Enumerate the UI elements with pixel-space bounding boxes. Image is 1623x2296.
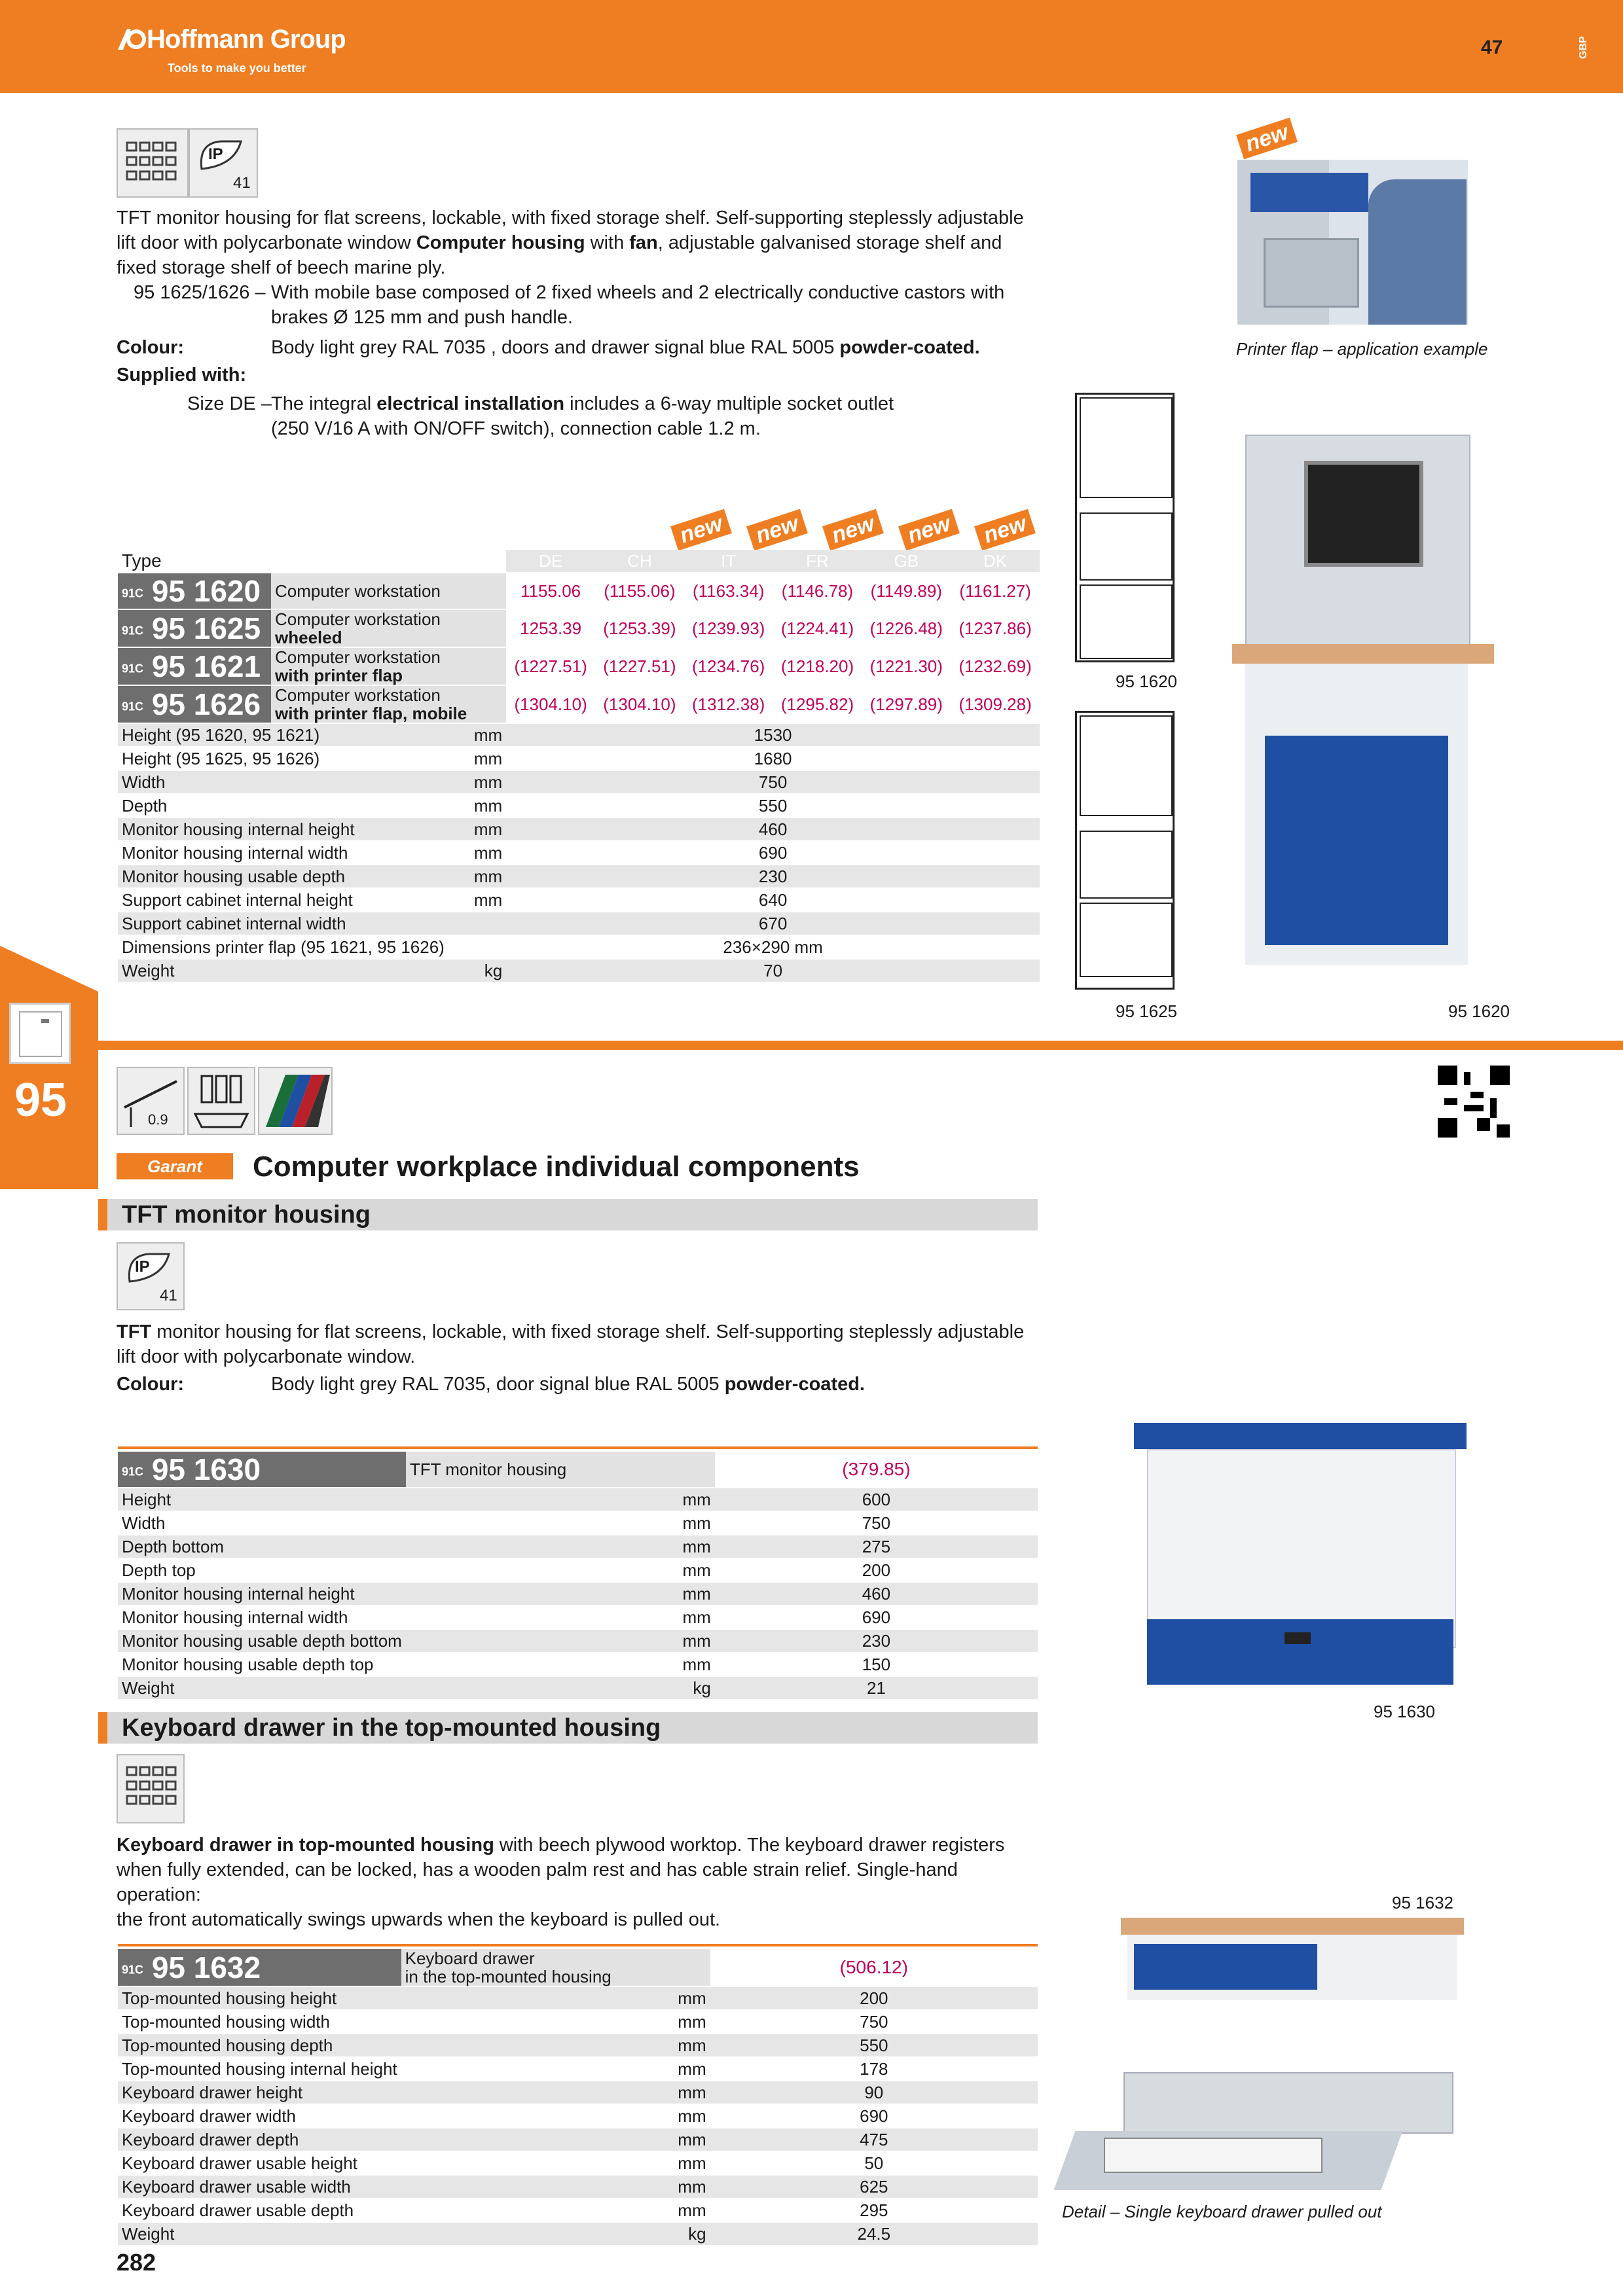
spec-unit: mm xyxy=(682,1607,711,1627)
subsection-heading-keyboard: Keyboard drawer in the top-mounted housing xyxy=(98,1712,1038,1744)
table-rule xyxy=(118,1446,1038,1449)
load-value: 0.9 xyxy=(148,1111,168,1128)
product-number: 91C 95 1625 xyxy=(118,610,271,647)
price-cell: 1155.06 xyxy=(506,573,595,609)
spec-label: Top-mounted housing width xyxy=(122,2011,330,2032)
detail-caption: Detail – Single keyboard drawer pulled out xyxy=(1062,2202,1382,2221)
spec-value: 690 xyxy=(758,842,788,863)
drawing-caption-951620: 95 1620 xyxy=(1116,672,1177,691)
spec-label: Dimensions printer flap (95 1621, 95 1626) xyxy=(122,937,445,957)
spec-label: Monitor housing internal width xyxy=(122,1607,348,1627)
drawer-icon xyxy=(187,1067,255,1135)
spec-value: 90 xyxy=(710,2081,1038,2104)
photo-caption-951620: 95 1620 xyxy=(1448,1001,1510,1021)
product-row xyxy=(118,1452,1038,1487)
description-line: Keyboard drawer in top-mounted housing with beech plywood worktop. The keyboard drawer registers xyxy=(117,1835,1005,1856)
spec-value: 550 xyxy=(758,795,788,816)
spec-label: Keyboard drawer height xyxy=(118,2081,401,2104)
load-capacity-icon xyxy=(117,1067,185,1135)
table-rule xyxy=(118,1944,1038,1946)
spec-label: Width xyxy=(118,771,466,793)
spec-value: 460 xyxy=(506,818,1040,840)
tft-description xyxy=(117,1319,1046,1369)
spec-row xyxy=(118,2081,1038,2104)
product-name: Keyboard drawer in the top-mounted housing xyxy=(401,1949,710,1986)
keyboard-drawer-photo xyxy=(1065,2072,1451,2203)
spec-label: Top-mounted housing height xyxy=(118,1987,401,2009)
spec-label: Height (95 1625, 95 1626) xyxy=(122,748,320,768)
spec-row xyxy=(118,936,1040,958)
product-row xyxy=(118,1949,1038,1986)
cabinet-icon xyxy=(9,1003,71,1064)
description-line: when fully extended, can be locked, has a wooden palm rest and has cable strain relief. Single-hand operation: xyxy=(117,1859,958,1905)
printer-flap-image xyxy=(1237,160,1468,325)
price-cell: (1253.39) xyxy=(595,610,684,647)
price-cell: (1149.89) xyxy=(862,573,951,609)
spec-label: Monitor housing internal width xyxy=(122,842,348,863)
type-label: Type xyxy=(122,550,162,571)
workstation-drawing-951620 xyxy=(1075,393,1175,662)
spec-unit: mm xyxy=(406,1583,715,1605)
spec-value: 475 xyxy=(710,2128,1038,2151)
product-number: 91C 95 1620 xyxy=(118,573,271,609)
country-header: GB xyxy=(862,550,951,572)
spec-row xyxy=(118,2058,1038,2080)
spec-label: Keyboard drawer usable width xyxy=(118,2176,401,2198)
product-name: Computer workstation wheeled xyxy=(271,610,506,647)
new-badge-fr: new xyxy=(822,509,884,551)
product-row xyxy=(118,573,1040,609)
new-badge-dk: new xyxy=(974,509,1036,551)
chapter-number: 95 xyxy=(14,1074,67,1126)
spec-row xyxy=(118,1535,1038,1558)
brand-tagline: Tools to make you better xyxy=(168,62,306,75)
spec-unit: mm xyxy=(401,2128,710,2151)
spec-label: Monitor housing usable depth top xyxy=(122,1654,374,1674)
product-number: 91C 95 1626 xyxy=(118,686,271,723)
spec-row xyxy=(118,1559,1038,1581)
ip-label: IP xyxy=(208,145,223,163)
spec-label: Weight xyxy=(118,1677,406,1699)
product-name: TFT monitor housing xyxy=(406,1452,715,1487)
spec-row xyxy=(118,2223,1038,2245)
spec-unit: mm xyxy=(466,818,506,840)
spec-value: 690 xyxy=(862,1607,891,1627)
description-line: the front automatically swings upwards when the keyboard is pulled out. xyxy=(117,1909,721,1930)
spec-row xyxy=(118,818,1040,840)
spec-value: 550 xyxy=(710,2034,1038,2056)
spec-value: 275 xyxy=(715,1535,1038,1558)
spec-unit: mm xyxy=(401,2176,710,2198)
spec-value: 460 xyxy=(715,1583,1038,1605)
price-cell: (1146.78) xyxy=(773,573,862,609)
ip-label: IP xyxy=(135,1258,150,1276)
spec-value: 150 xyxy=(862,1654,891,1674)
spec-label: Monitor housing internal height xyxy=(118,1583,406,1605)
section-title: Computer workplace individual components xyxy=(253,1151,860,1183)
spec-row xyxy=(118,1488,1038,1511)
spec-value: 1530 xyxy=(506,724,1040,746)
price-cell: (1239.93) xyxy=(684,610,773,647)
colour-text-2: Body light grey RAL 7035, door signal blue RAL 5005 powder-coated. xyxy=(271,1374,865,1395)
country-header: DK xyxy=(951,550,1040,572)
spec-row xyxy=(118,1630,1038,1652)
spec-unit: mm xyxy=(678,2106,706,2126)
spec-unit: mm xyxy=(473,748,503,768)
price-cell: (1304.10) xyxy=(595,686,684,723)
spec-unit: mm xyxy=(473,795,503,816)
description-line: TFT monitor housing for flat screens, lockable, with fixed storage shelf. Self-supporting steplessly adjustable xyxy=(117,207,1024,228)
spec-value: 230 xyxy=(715,1630,1038,1652)
spec-label: Keyboard drawer depth xyxy=(118,2128,401,2151)
new-badge-gb: new xyxy=(898,509,960,551)
spec-value: 70 xyxy=(506,960,1040,982)
country-header: DE xyxy=(506,550,595,572)
price-cell: (1218.20) xyxy=(773,648,862,685)
price-cell: (1234.76) xyxy=(684,648,773,685)
spec-unit: kg xyxy=(401,2223,710,2245)
spec-unit: mm xyxy=(473,842,503,863)
drawing-caption-951625: 95 1625 xyxy=(1116,1001,1177,1021)
spec-row xyxy=(118,1512,1038,1534)
price-cell: (1312.38) xyxy=(684,686,773,723)
spec-value: 230 xyxy=(506,865,1040,888)
product-row xyxy=(118,686,1040,723)
spec-row xyxy=(118,1653,1038,1676)
spec-unit: mm xyxy=(473,889,503,910)
spec-label: Keyboard drawer usable height xyxy=(122,2153,357,2173)
page-number-bottom: 282 xyxy=(117,2249,156,2276)
spec-label: Width xyxy=(122,1513,166,1533)
spec-row xyxy=(118,2034,1038,2056)
subsection-heading-tft: TFT monitor housing xyxy=(98,1199,1038,1230)
workstation-photo-951620 xyxy=(1206,435,1507,971)
price-cell: (1227.51) xyxy=(506,648,595,685)
spec-unit xyxy=(466,912,506,935)
spec-row xyxy=(118,960,1040,982)
product-name: Computer workstation with printer flap xyxy=(271,648,506,685)
spec-unit: mm xyxy=(406,1535,715,1558)
ip-value: 41 xyxy=(160,1287,177,1304)
product-number: 91C 95 1630 xyxy=(118,1452,406,1487)
description-line: TFT monitor housing for flat screens, lockable, with fixed storage shelf. Self-supporting steplessly adjustable xyxy=(117,1321,1025,1342)
product-name: Computer workstation xyxy=(271,573,506,609)
spec-label: Top-mounted housing internal height xyxy=(122,2058,397,2079)
price-cell: (1163.34) xyxy=(684,573,773,609)
spec-value: 690 xyxy=(860,2106,888,2126)
table-header-row xyxy=(118,550,1040,572)
size-line-2: (250 V/16 A with ON/OFF switch), connection cable 1.2 m. xyxy=(271,418,761,439)
spec-unit: mm xyxy=(682,1654,711,1674)
spec-value: 670 xyxy=(506,912,1040,935)
spec-row xyxy=(118,842,1040,864)
price-cell: (1226.48) xyxy=(862,610,951,647)
spec-unit: mm xyxy=(466,865,506,888)
price-cell: (1297.89) xyxy=(862,686,951,723)
price-cell: (1161.27) xyxy=(951,573,1040,609)
product-name: Computer workstation with printer flap, mobile xyxy=(271,686,506,723)
chapter-tab xyxy=(0,946,98,1189)
spec-label: Monitor housing usable depth bottom xyxy=(118,1630,406,1652)
product-number: 91C 95 1632 xyxy=(118,1949,401,1986)
spec-unit: mm xyxy=(682,1513,711,1533)
size-key: Size DE – xyxy=(187,393,272,414)
colour-text: Body light grey RAL 7035 , doors and drawer signal blue RAL 5005 powder-coated. xyxy=(271,337,980,358)
price-cell: (1224.41) xyxy=(773,610,862,647)
ip-rating-icon-2 xyxy=(117,1242,185,1310)
spec-row xyxy=(118,2011,1038,2033)
new-badge: new xyxy=(1236,118,1298,160)
description-line: lift door with polycarbonate window Computer housing with fan, adjustable galvanised storage shelf and xyxy=(117,232,1002,253)
spec-row xyxy=(118,912,1040,935)
spec-row xyxy=(118,865,1040,888)
description-line: lift door with polycarbonate window. xyxy=(117,1346,416,1367)
spec-value: 295 xyxy=(860,2200,888,2220)
price-cell: (1221.30) xyxy=(862,648,951,685)
spec-label: Monitor housing usable depth xyxy=(118,865,466,888)
mobile-key: 95 1625/1626 – xyxy=(134,282,266,303)
tft-housing-photo xyxy=(1134,1423,1467,1698)
country-header: CH xyxy=(595,550,684,572)
brand-name: Hoffmann Group xyxy=(147,25,346,54)
spec-row xyxy=(118,1583,1038,1605)
grid-icon-2 xyxy=(117,1754,185,1823)
spec-label: Top-mounted housing depth xyxy=(118,2034,401,2056)
spec-label: Keyboard drawer usable depth xyxy=(122,2200,354,2220)
spec-value: 21 xyxy=(715,1677,1038,1699)
spec-value: 50 xyxy=(864,2153,884,2173)
price-cell: (1309.28) xyxy=(951,686,1040,723)
spec-label: Support cabinet internal width xyxy=(118,912,466,935)
supplied-label: Supplied with: xyxy=(117,365,247,386)
photo-caption-951632: 95 1632 xyxy=(1392,1893,1453,1912)
spec-row xyxy=(118,1606,1038,1628)
spec-value: 600 xyxy=(715,1488,1038,1511)
spec-row xyxy=(118,1987,1038,2009)
spec-unit: mm xyxy=(401,2034,710,2056)
spec-unit: mm xyxy=(406,1630,715,1652)
spec-value: 750 xyxy=(860,2011,888,2032)
country-code: GBP xyxy=(1578,36,1589,59)
ip-rating-icon xyxy=(189,128,258,198)
keyboard-housing-photo xyxy=(1121,1918,1464,2003)
price-cell: (1304.10) xyxy=(506,686,595,723)
spec-label: Keyboard drawer width xyxy=(122,2106,296,2126)
spec-value: 178 xyxy=(860,2058,888,2079)
price-table-workstations xyxy=(118,548,1040,983)
new-badge-it: new xyxy=(746,509,808,551)
size-line-1: The integral electrical installation includes a 6-way multiple socket outlet xyxy=(271,393,894,414)
spec-label: Height xyxy=(118,1488,406,1511)
spec-unit: kg xyxy=(406,1677,715,1699)
country-header: IT xyxy=(684,550,773,572)
garant-logo: Garant xyxy=(117,1153,233,1179)
spec-value: 750 xyxy=(862,1513,891,1533)
spec-label: Height (95 1620, 95 1621) xyxy=(118,724,466,746)
spec-label: Depth bottom xyxy=(118,1535,406,1558)
colour-label: Colour: xyxy=(117,337,185,358)
spec-unit: mm xyxy=(678,2011,706,2032)
price-cell: (1237.86) xyxy=(951,610,1040,647)
mobile-line-1: With mobile base composed of 2 fixed wheels and 2 electrically conductive castors with xyxy=(271,282,1005,303)
spec-row xyxy=(118,795,1040,817)
spec-label: Weight xyxy=(118,960,466,982)
product-description xyxy=(117,206,1046,280)
colour-label-2: Colour: xyxy=(117,1374,185,1395)
spec-value: 640 xyxy=(758,889,788,910)
spec-value: 625 xyxy=(710,2176,1038,2198)
price-cell: 1253.39 xyxy=(506,610,595,647)
spec-unit: mm xyxy=(678,2200,706,2220)
keyboard-description xyxy=(117,1833,1046,1932)
spec-row xyxy=(118,1677,1038,1699)
product-price: (506.12) xyxy=(710,1949,1038,1986)
country-header: FR xyxy=(773,550,862,572)
spec-value: 1680 xyxy=(754,748,792,768)
spec-unit: mm xyxy=(678,2058,706,2079)
hoffmann-logo-icon xyxy=(117,24,147,54)
spec-label: Depth xyxy=(122,795,168,816)
workstation-drawing-951625 xyxy=(1075,711,1175,990)
spec-row xyxy=(118,2128,1038,2151)
spec-unit: mm xyxy=(678,2153,706,2173)
spec-label: Monitor housing internal height xyxy=(118,818,466,840)
spec-row xyxy=(118,2105,1038,2127)
spec-label: Weight xyxy=(118,2223,401,2245)
spec-unit: mm xyxy=(682,1560,711,1580)
spec-unit xyxy=(466,936,506,958)
colour-swatch-icon xyxy=(258,1067,333,1135)
spec-label: Support cabinet internal height xyxy=(122,889,353,910)
new-badge-ch: new xyxy=(670,509,732,551)
description-line: fixed storage shelf of beech marine ply. xyxy=(117,257,446,278)
spec-value: 200 xyxy=(862,1560,891,1580)
price-cell: (1232.69) xyxy=(951,648,1040,685)
spec-row xyxy=(118,747,1040,770)
section-divider xyxy=(98,1041,1623,1050)
page-number-top: 47 xyxy=(1481,37,1503,58)
spec-row xyxy=(118,771,1040,793)
spec-row xyxy=(118,889,1040,911)
spec-value: 750 xyxy=(506,771,1040,793)
spec-row xyxy=(118,2199,1038,2221)
mobile-line-2: brakes Ø 125 mm and push handle. xyxy=(271,307,574,328)
grid-icon xyxy=(117,128,189,198)
spec-unit: mm xyxy=(466,771,506,793)
product-row xyxy=(118,648,1040,685)
spec-unit: kg xyxy=(466,960,506,982)
product-price: (379.85) xyxy=(715,1452,1038,1487)
price-table-951630 xyxy=(118,1450,1038,1700)
product-number: 91C 95 1621 xyxy=(118,648,271,685)
qr-code-icon[interactable] xyxy=(1438,1066,1510,1138)
spec-value: 200 xyxy=(710,1987,1038,2009)
spec-unit: mm xyxy=(401,1987,710,2009)
spec-value: 24.5 xyxy=(710,2223,1038,2245)
product-row xyxy=(118,610,1040,647)
spec-label: Depth top xyxy=(122,1560,196,1580)
spec-unit: mm xyxy=(466,724,506,746)
ip-value: 41 xyxy=(233,174,251,192)
photo-caption-951630: 95 1630 xyxy=(1374,1702,1435,1721)
spec-value: 236×290 mm xyxy=(723,937,823,957)
price-cell: (1295.82) xyxy=(773,686,862,723)
price-cell: (1155.06) xyxy=(595,573,684,609)
spec-row xyxy=(118,724,1040,746)
spec-row xyxy=(118,2176,1038,2198)
spec-row xyxy=(118,2152,1038,2174)
price-cell: (1227.51) xyxy=(595,648,684,685)
price-table-951632 xyxy=(118,1948,1038,2246)
spec-unit: mm xyxy=(401,2081,710,2104)
printer-flap-caption: Printer flap – application example xyxy=(1236,339,1488,359)
spec-unit: mm xyxy=(406,1488,715,1511)
